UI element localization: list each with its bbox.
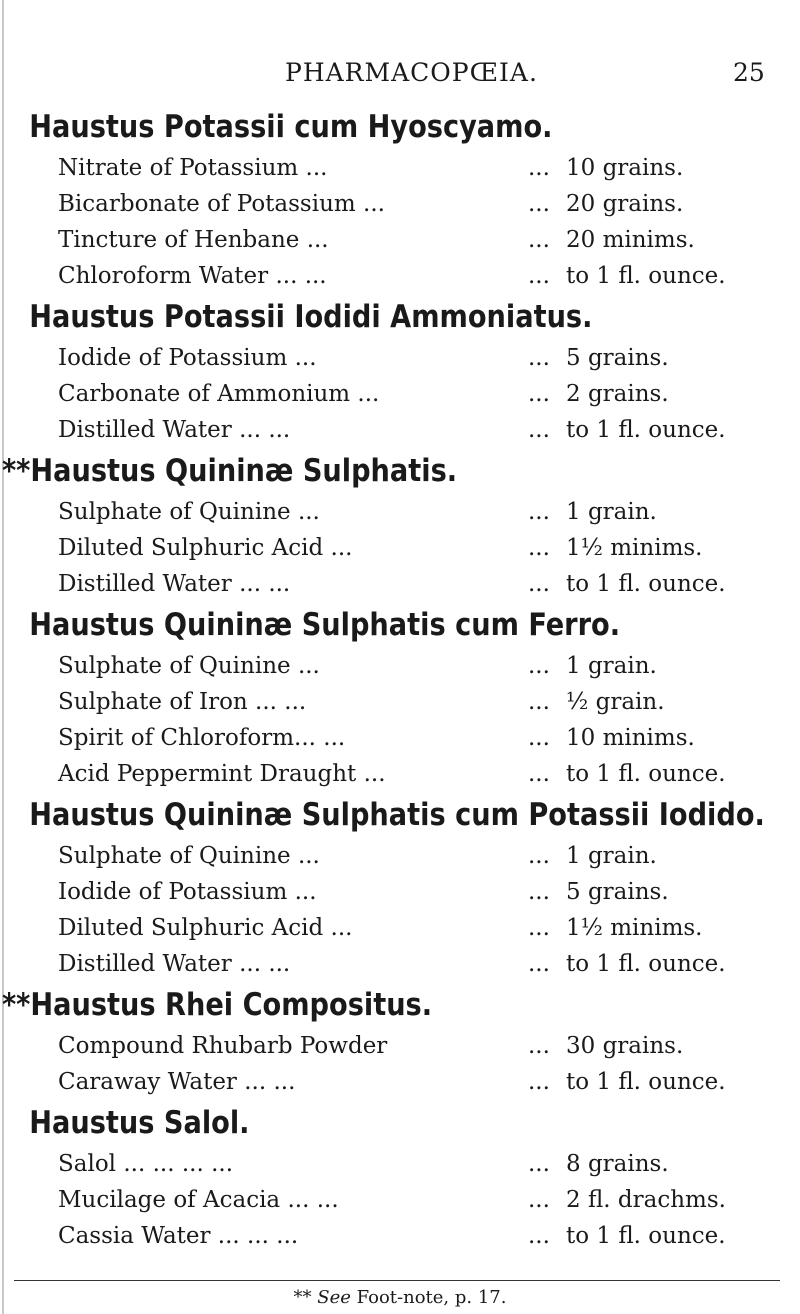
leader-dots: ... <box>528 571 550 597</box>
ingredient-row <box>0 756 800 792</box>
ingredient-name: Spirit of Chloroform... ... <box>58 725 346 751</box>
footnote-see: See <box>317 1287 351 1308</box>
ingredient-amount: 1½ minims. <box>566 535 703 561</box>
ingredient-amount: 10 grains. <box>566 155 684 181</box>
ingredient-name: Mucilage of Acacia ... ... <box>58 1187 339 1213</box>
ingredient-name: Sulphate of Quinine ... <box>58 653 320 679</box>
ingredient-name: Sulphate of Quinine ... <box>58 499 320 525</box>
ingredient-name: Acid Peppermint Draught ... <box>58 761 386 787</box>
ingredient-name: Cassia Water ... ... ... <box>58 1223 299 1249</box>
leader-dots: ... <box>528 725 550 751</box>
section-heading: Haustus Salol. <box>29 1105 250 1141</box>
leader-dots: ... <box>528 263 550 289</box>
leader-dots: ... <box>528 1033 550 1059</box>
ingredient-row <box>0 1028 800 1064</box>
leader-dots: ... <box>528 535 550 561</box>
leader-dots: ... <box>528 951 550 977</box>
ingredient-row <box>0 838 800 874</box>
ingredient-name: Chloroform Water ... ... <box>58 263 327 289</box>
leader-dots: ... <box>528 761 550 787</box>
ingredient-name: Caraway Water ... ... <box>58 1069 296 1095</box>
section-heading: Haustus Potassii Iodidi Ammoniatus. <box>29 299 593 335</box>
ingredient-row <box>0 874 800 910</box>
ingredient-amount: to 1 fl. ounce. <box>566 761 726 787</box>
ingredient-amount: to 1 fl. ounce. <box>566 263 726 289</box>
leader-dots: ... <box>528 1187 550 1213</box>
footnote-marker: ** <box>293 1287 312 1308</box>
ingredient-amount: to 1 fl. ounce. <box>566 1069 726 1095</box>
ingredient-name: Compound Rhubarb Powder <box>58 1033 388 1059</box>
leader-dots: ... <box>528 689 550 715</box>
ingredient-name: Sulphate of Quinine ... <box>58 843 320 869</box>
leader-dots: ... <box>528 1223 550 1249</box>
running-title: PHARMACOPŒIA. <box>285 58 538 87</box>
ingredient-name: Distilled Water ... ... <box>58 417 291 443</box>
leader-dots: ... <box>528 915 550 941</box>
ingredient-amount: 1 grain. <box>566 843 657 869</box>
ingredient-name: Salol ... ... ... ... <box>58 1151 234 1177</box>
leader-dots: ... <box>528 1069 550 1095</box>
ingredient-amount: 2 grains. <box>566 381 669 407</box>
section-heading: Haustus Potassii cum Hyoscyamo. <box>29 109 553 145</box>
ingredient-row <box>0 720 800 756</box>
leader-dots: ... <box>528 155 550 181</box>
ingredient-row <box>0 258 800 294</box>
ingredient-amount: 20 minims. <box>566 227 695 253</box>
leader-dots: ... <box>528 381 550 407</box>
ingredient-row <box>0 1064 800 1100</box>
ingredient-amount: 5 grains. <box>566 345 669 371</box>
leader-dots: ... <box>528 227 550 253</box>
ingredient-row <box>0 910 800 946</box>
leader-dots: ... <box>528 345 550 371</box>
ingredient-row <box>0 566 800 602</box>
ingredient-amount: 1½ minims. <box>566 915 703 941</box>
ingredient-row <box>0 946 800 982</box>
formulary-body <box>0 104 800 1254</box>
ingredient-amount: 2 fl. drachms. <box>566 1187 726 1213</box>
ingredient-row <box>0 1182 800 1218</box>
ingredient-name: Distilled Water ... ... <box>58 951 291 977</box>
section-heading: Haustus Quininæ Sulphatis cum Potassii Iodido. <box>29 797 765 833</box>
section-heading: Haustus Quininæ Sulphatis cum Ferro. <box>29 607 621 643</box>
ingredient-row <box>0 186 800 222</box>
section-heading: **Haustus Quininæ Sulphatis. <box>1 453 458 489</box>
ingredient-amount: 20 grains. <box>566 191 684 217</box>
ingredient-row <box>0 684 800 720</box>
ingredient-amount: to 1 fl. ounce. <box>566 571 726 597</box>
ingredient-name: Diluted Sulphuric Acid ... <box>58 535 353 561</box>
ingredient-amount: to 1 fl. ounce. <box>566 1223 726 1249</box>
ingredient-name: Iodide of Potassium ... <box>58 879 317 905</box>
ingredient-row <box>0 222 800 258</box>
ingredient-amount: to 1 fl. ounce. <box>566 951 726 977</box>
leader-dots: ... <box>528 499 550 525</box>
ingredient-amount: 5 grains. <box>566 879 669 905</box>
ingredient-amount: 8 grains. <box>566 1151 669 1177</box>
footnote-rule <box>14 1280 780 1281</box>
ingredient-amount: to 1 fl. ounce. <box>566 417 726 443</box>
ingredient-amount: 1 grain. <box>566 653 657 679</box>
ingredient-amount: ½ grain. <box>566 689 665 715</box>
leader-dots: ... <box>528 1151 550 1177</box>
ingredient-row <box>0 376 800 412</box>
footnote-text: Foot-note, p. 17. <box>356 1287 507 1308</box>
running-head <box>0 58 800 92</box>
ingredient-name: Distilled Water ... ... <box>58 571 291 597</box>
ingredient-name: Bicarbonate of Potassium ... <box>58 191 385 217</box>
leader-dots: ... <box>528 417 550 443</box>
ingredient-row <box>0 150 800 186</box>
ingredient-name: Nitrate of Potassium ... <box>58 155 328 181</box>
ingredient-amount: 30 grains. <box>566 1033 684 1059</box>
leader-dots: ... <box>528 191 550 217</box>
ingredient-row <box>0 412 800 448</box>
ingredient-name: Carbonate of Ammonium ... <box>58 381 380 407</box>
ingredient-name: Sulphate of Iron ... ... <box>58 689 307 715</box>
ingredient-row <box>0 494 800 530</box>
leader-dots: ... <box>528 843 550 869</box>
footnote <box>0 1287 800 1309</box>
section-heading: **Haustus Rhei Compositus. <box>1 987 433 1023</box>
ingredient-amount: 1 grain. <box>566 499 657 525</box>
ingredient-row <box>0 530 800 566</box>
ingredient-row <box>0 1218 800 1254</box>
ingredient-row <box>0 1146 800 1182</box>
page-number: 25 <box>733 58 765 87</box>
ingredient-amount: 10 minims. <box>566 725 695 751</box>
leader-dots: ... <box>528 653 550 679</box>
ingredient-name: Iodide of Potassium ... <box>58 345 317 371</box>
ingredient-row <box>0 648 800 684</box>
ingredient-name: Diluted Sulphuric Acid ... <box>58 915 353 941</box>
leader-dots: ... <box>528 879 550 905</box>
ingredient-row <box>0 340 800 376</box>
ingredient-name: Tincture of Henbane ... <box>58 227 329 253</box>
